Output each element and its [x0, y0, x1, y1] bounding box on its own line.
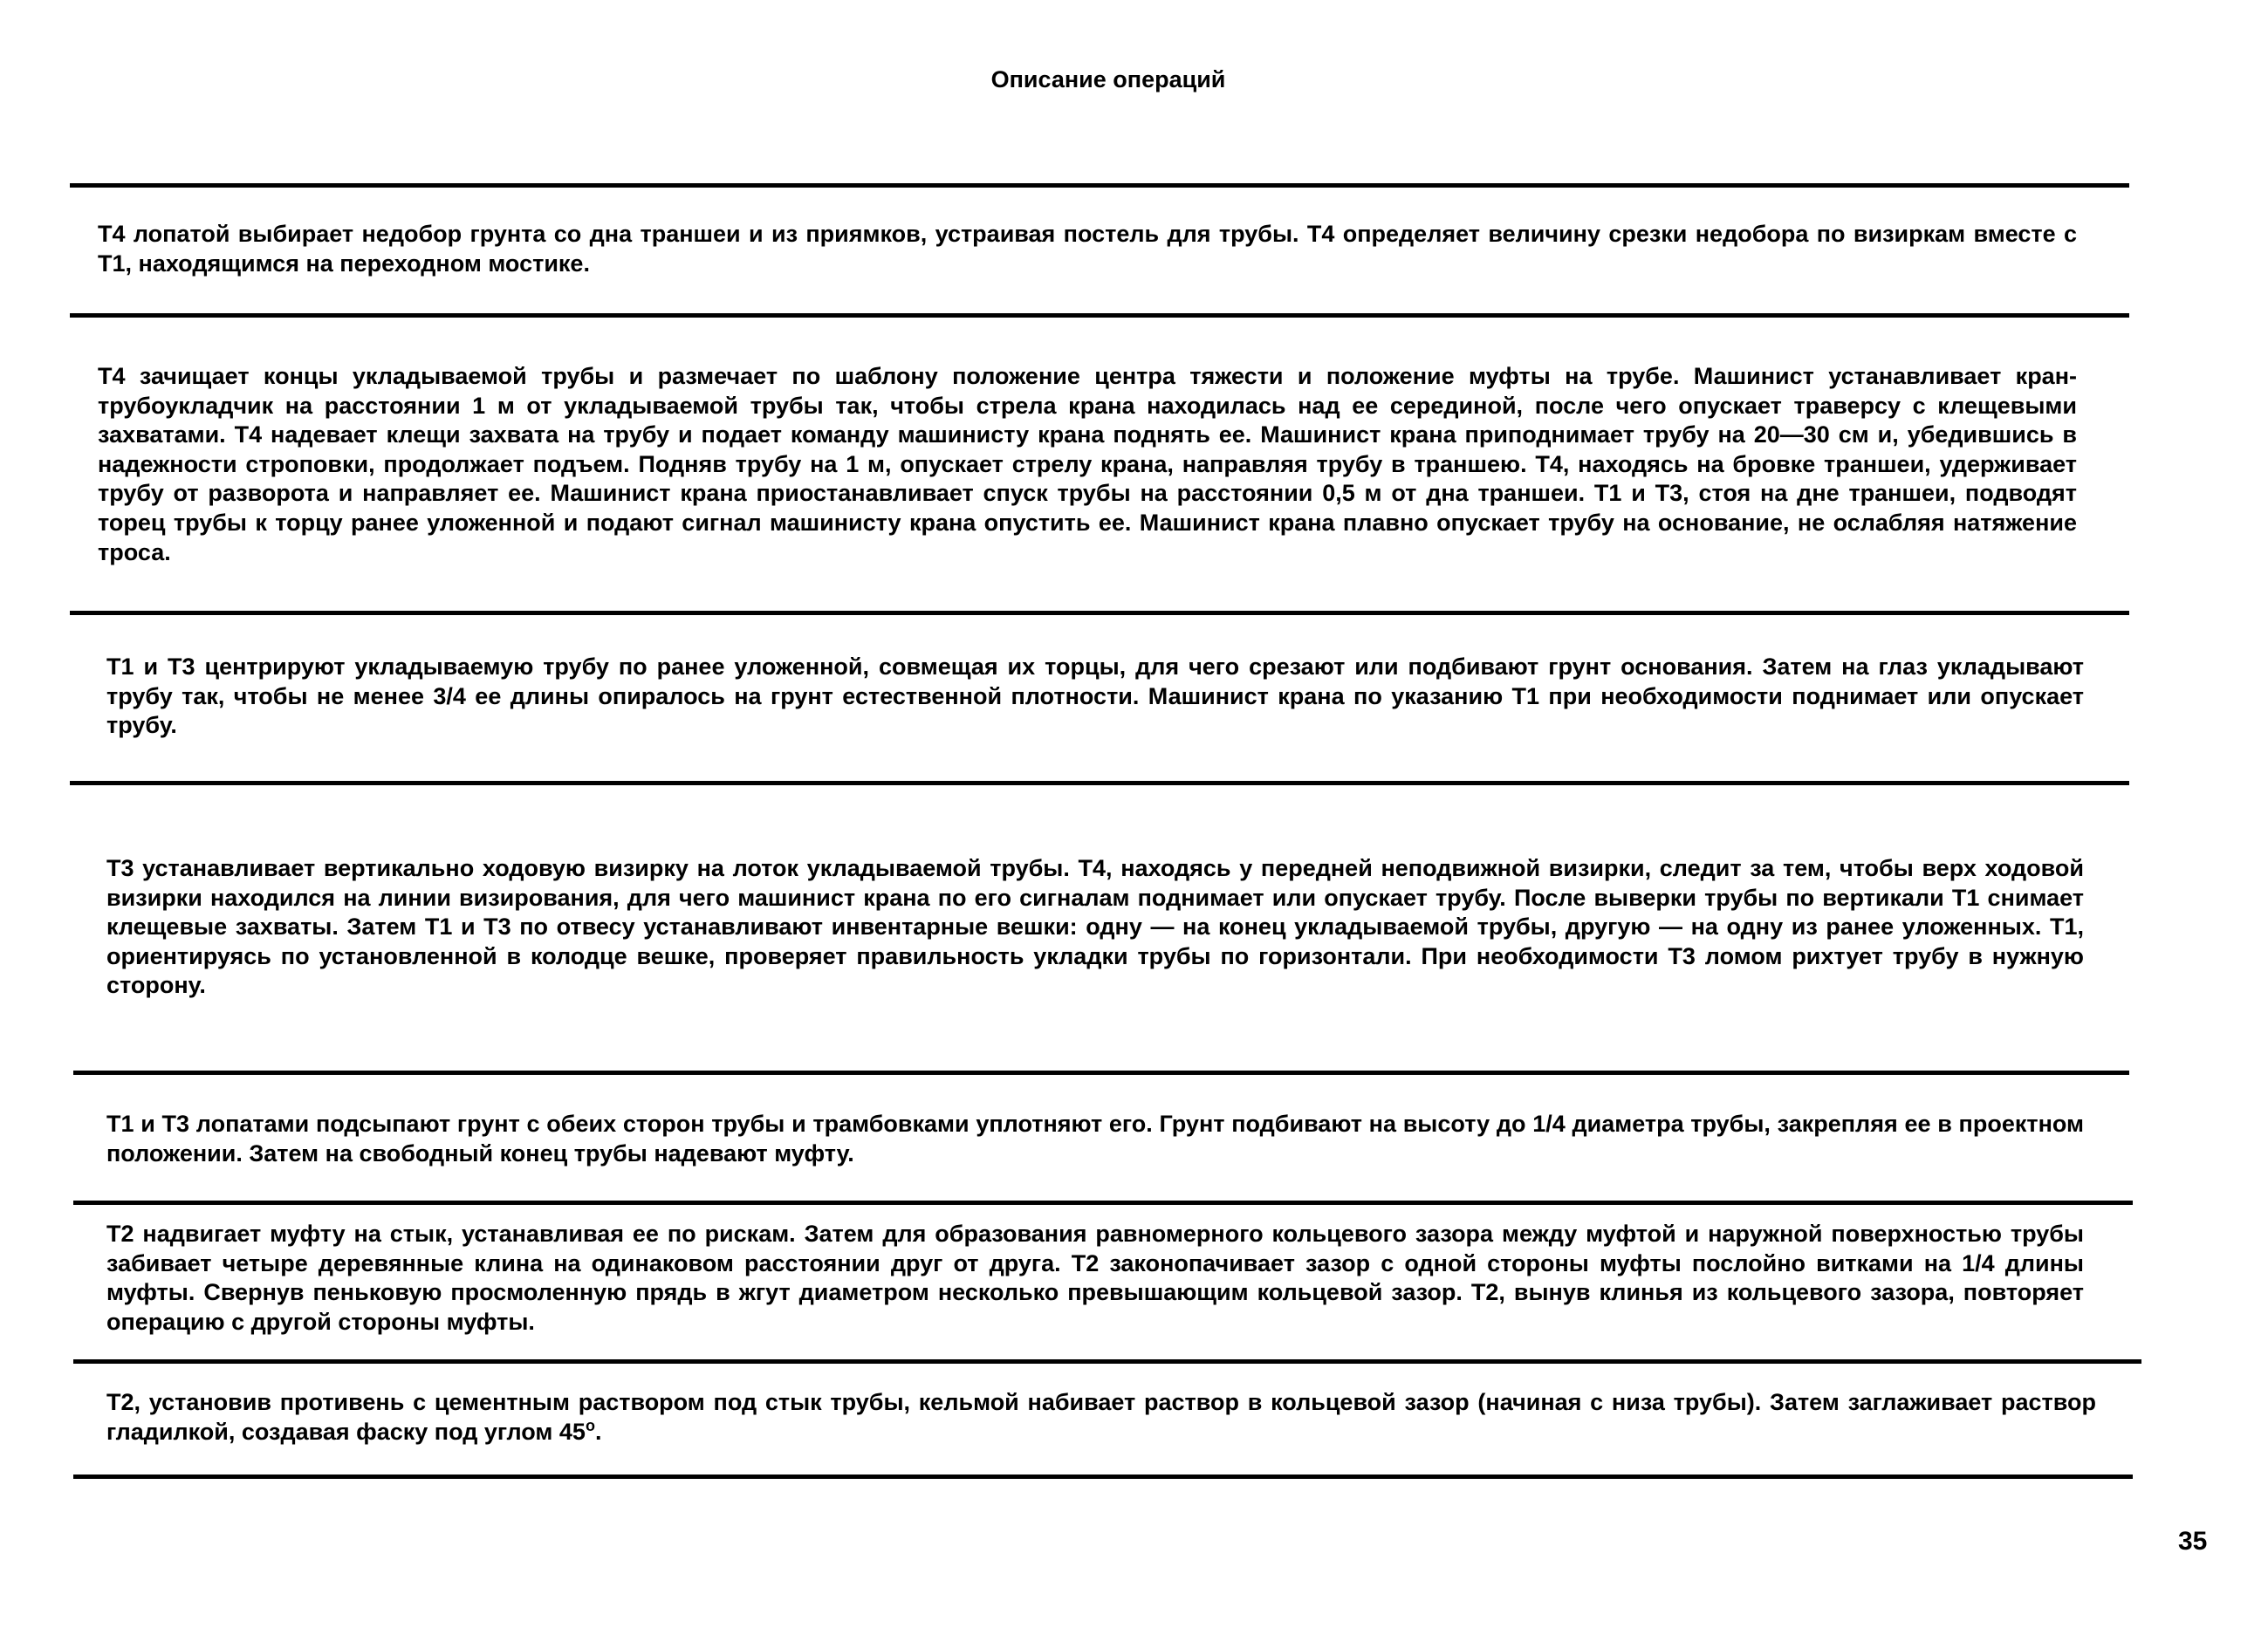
divider: [73, 1201, 2133, 1205]
divider: [73, 1475, 2133, 1479]
divider: [73, 1359, 2141, 1364]
page-title: Описание операций: [990, 66, 1226, 92]
divider: [70, 781, 2129, 785]
operation-5-text: Т1 и Т3 лопатами подсыпают грунт с обеих сторон трубы и трамбовками уплотняют его. Грунт подбивают на высоту до 1/4 диаметра трубы, закрепляя ее в проектном положении. Затем на свободный конец трубы надевают муфту.: [106, 1111, 2084, 1167]
degree-superscript: о: [585, 1416, 595, 1434]
divider: [73, 1071, 2129, 1075]
divider: [70, 611, 2129, 615]
operation-6-text: Т2 надвигает муфту на стык, устанавливая ее по рискам. Затем для образования равномерного кольцевого зазора между муфтой и наружной поверхностью трубы забивает четыре деревянные клина на одинаковом расстоянии друг от друга. Т2 законопачивает зазор с одной стороны муфты послойно витками на 1/4 длины муфты. Свернув пеньковую просмоленную прядь в жгут диаметром несколько превышающим кольцевой зазор. Т2, вынув клинья из кольцевого зазора, повторяет операцию с другой стороны муфты.: [106, 1221, 2084, 1335]
operation-7-text: [106, 1388, 2096, 1447]
operation-7-suffix: .: [594, 1418, 602, 1445]
operation-1-text: Т4 лопатой выбирает недобор грунта со дна траншеи и из приямков, устраивая постель для трубы. Т4 определяет величину срезки недобора по визиркам вместе с Т1, находящимся на переходном мостике.: [98, 221, 2077, 277]
operation-7-main: Т2, установив противень с цементным раствором под стык трубы, кельмой набивает раствор в кольцевой зазор (начиная с низа трубы). Затем заглаживает раствор гладилкой, создавая фаску под углом 45: [106, 1389, 2096, 1445]
divider: [70, 183, 2129, 188]
operation-2-text: Т4 зачищает концы укладываемой трубы и размечает по шаблону положение центра тяжести и положение муфты на трубе. Машинист устанавливает кран-трубоукладчик на расстоянии 1 м от укладываемой трубы так, чтобы стрела крана находилась над ее серединой, после чего опускает траверсу с клещевыми захватами. Т4 надевает клещи захвата на трубу и подает команду машинисту крана поднять ее. Машинист крана приподнимает трубу на 20—30 см и, убедившись в надежности строповки, продолжает подъем. Подняв трубу на 1 м, опускает стрелу крана, направляя трубу в траншею. Т4, находясь на бровке траншеи, удерживает трубу от разворота и направляет ее. Машинист крана приостанавливает спуск трубы на расстоянии 0,5 м от дна траншеи. Т1 и Т3, стоя на дне траншеи, подводят торец трубы к торцу ранее уложенной и подают сигнал машинисту крана опустить ее. Машинист крана плавно опускает трубу на основание, не ослабляя натяжение троса.: [98, 363, 2077, 565]
page-number: 35: [2178, 1527, 2208, 1556]
operation-4-text: Т3 устанавливает вертикально ходовую визирку на лоток укладываемой трубы. Т4, находясь у передней неподвижной визирки, следит за тем, чтобы верх ходовой визирки находился на линии визирования, для чего машинист крана по его сигналам поднимает или опускает трубу. После выверки трубы по вертикали Т1 снимает клещевые захваты. Затем Т1 и Т3 по отвесу устанавливают инвентарные вешки: одну — на конец укладываемой трубы, другую — на одну из ранее уложенных. Т1, ориентируясь по установленной в колодце вешке, проверяет правильность укладки трубы по горизонтали. При необходимости Т3 ломом рихтует трубу в нужную сторону.: [106, 855, 2084, 999]
operation-3-text: Т1 и Т3 центрируют укладываемую трубу по ранее уложенной, совмещая их торцы, для чего срезают или подбивают грунт основания. Затем на глаз укладывают трубу так, чтобы не менее 3/4 ее длины опиралось на грунт естественной плотности. Машинист крана по указанию Т1 при необходимости поднимает или опускает трубу.: [106, 653, 2084, 739]
divider: [70, 313, 2129, 318]
